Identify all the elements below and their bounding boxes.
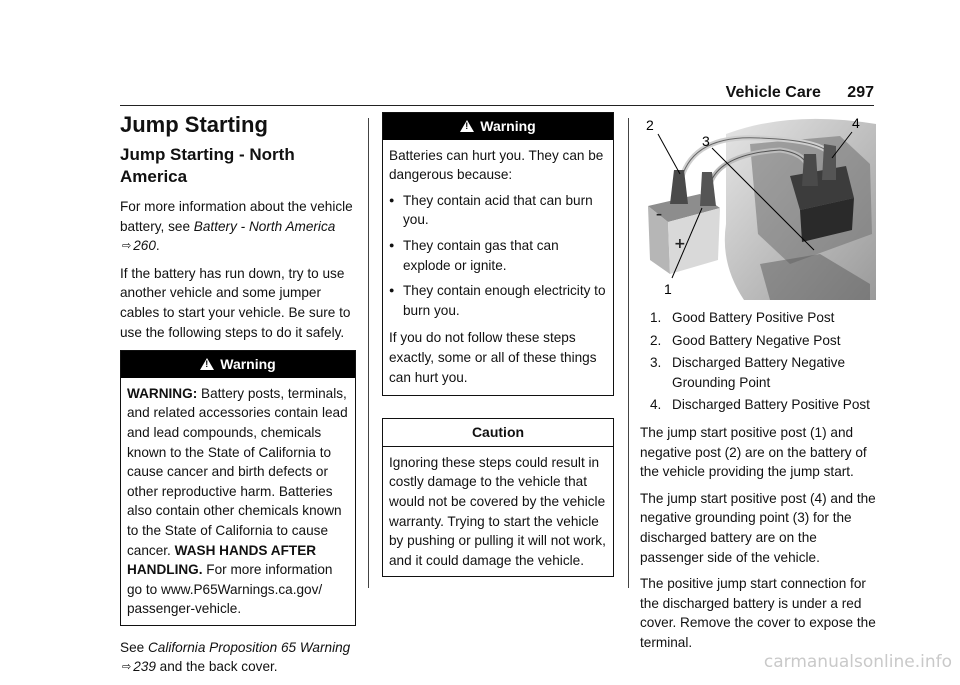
callout-2: 2 [646, 117, 654, 133]
caution-box [382, 418, 614, 577]
section-subtitle: Jump Starting - North America [120, 145, 295, 186]
page-ref-icon: ⇨ [122, 240, 132, 253]
battery-ref-page: 260 [133, 238, 156, 254]
column-divider-2 [628, 118, 629, 588]
battery-minus-icon: – [656, 207, 662, 221]
prop65-ref-link[interactable]: California Proposition 65 Warning [147, 639, 351, 655]
column-3 [640, 114, 876, 660]
caution-header: Caution [383, 419, 613, 447]
warning-body: WARNING: Battery posts, terminals, and related accessories contain lead and lead compounds, chemicals known to the State of California to cause cancer and birth defects or other reproductive harm. Batteries also contain other chemicals known to the State of California to cause cancer. WASH HANDS AFTER HANDLING. For more information go to www.P65Warnings.ca.gov/ passenger-vehicle. [127, 385, 348, 617]
danger-list [389, 191, 607, 321]
warning-header: !Warning [121, 351, 355, 378]
prop65-warning-box [120, 350, 356, 626]
callout-4: 4 [852, 115, 860, 131]
battery-warning-box [382, 112, 614, 396]
prop65-see-paragraph: See California Proposition 65 Warning ⇨ 239 and the back cover. [120, 639, 351, 675]
list-item: 1. Good Battery Positive Post [650, 310, 835, 325]
warning-header: !Warning [383, 113, 613, 140]
list-item: 4. Discharged Battery Positive Post [650, 397, 870, 413]
list-item: ● They contain gas that can explode or ignite. [389, 236, 607, 275]
list-item: 2. Good Battery Negative Post [650, 332, 841, 348]
warning-triangle-icon [460, 120, 474, 132]
battery-plus-icon: + [674, 236, 686, 252]
column-divider-1 [368, 118, 369, 588]
battery-reference-paragraph: For more information about the vehicle battery, see Battery - North America ⇨ 260. [120, 199, 353, 254]
list-item: ● They contain acid that can burn you. [389, 191, 607, 230]
red-cover-paragraph: The positive jump start connection for the discharged battery is under a red cover. Remove the cover to expose the terminal. [640, 576, 876, 650]
list-item: 3. Discharged Battery Negative Grounding Point [650, 355, 846, 390]
section-title: Vehicle Care [725, 84, 821, 101]
discharged-battery-paragraph: The jump start positive post (4) and the negative grounding point (3) for the discharged battery are on the passenger side of the vehicle. [640, 490, 876, 565]
prop65-ref-page: 239 [133, 659, 156, 675]
intro-paragraph: If the battery has run down, try to use another vehicle and some jumper cables to start your vehicle. Be sure to use the following steps to do it safely. [120, 265, 351, 340]
column-1 [120, 112, 356, 685]
list-item: ● They contain enough electricity to burn you. [389, 281, 607, 320]
warning-triangle-icon [200, 358, 214, 370]
caution-body: Ignoring these steps could result in costly damage to the vehicle that would not be covered by the vehicle warranty. Trying to start the vehicle by pushing or pulling it will not work, and it could damage the vehicle. [389, 454, 606, 568]
jump-start-diagram [640, 114, 876, 300]
callout-1: 1 [664, 281, 672, 297]
column-2 [382, 112, 614, 589]
good-battery-paragraph: The jump start positive post (1) and negative post (2) are on the battery of the vehicle providing the jump start. [640, 424, 867, 480]
page-number: 297 [847, 84, 874, 101]
callout-legend-list [640, 308, 876, 415]
battery-ref-link[interactable]: Battery - North America [193, 218, 336, 234]
page-title: Jump Starting [120, 112, 268, 137]
callout-3: 3 [702, 133, 710, 149]
page-ref-icon: ⇨ [122, 661, 132, 674]
header-rule [120, 105, 874, 106]
warning-body: Batteries can hurt you. They can be dangerous because: ● They contain acid that can burn you. ● They contain gas that can explode or ignite. ● They contain enough electricity to burn you. If you do not follow these steps exactly, some or all of these things can hurt you. [383, 140, 613, 396]
engine-bay-illustration [640, 114, 876, 300]
page-header [726, 84, 874, 102]
site-watermark: carmanualsonline.info [763, 652, 952, 672]
